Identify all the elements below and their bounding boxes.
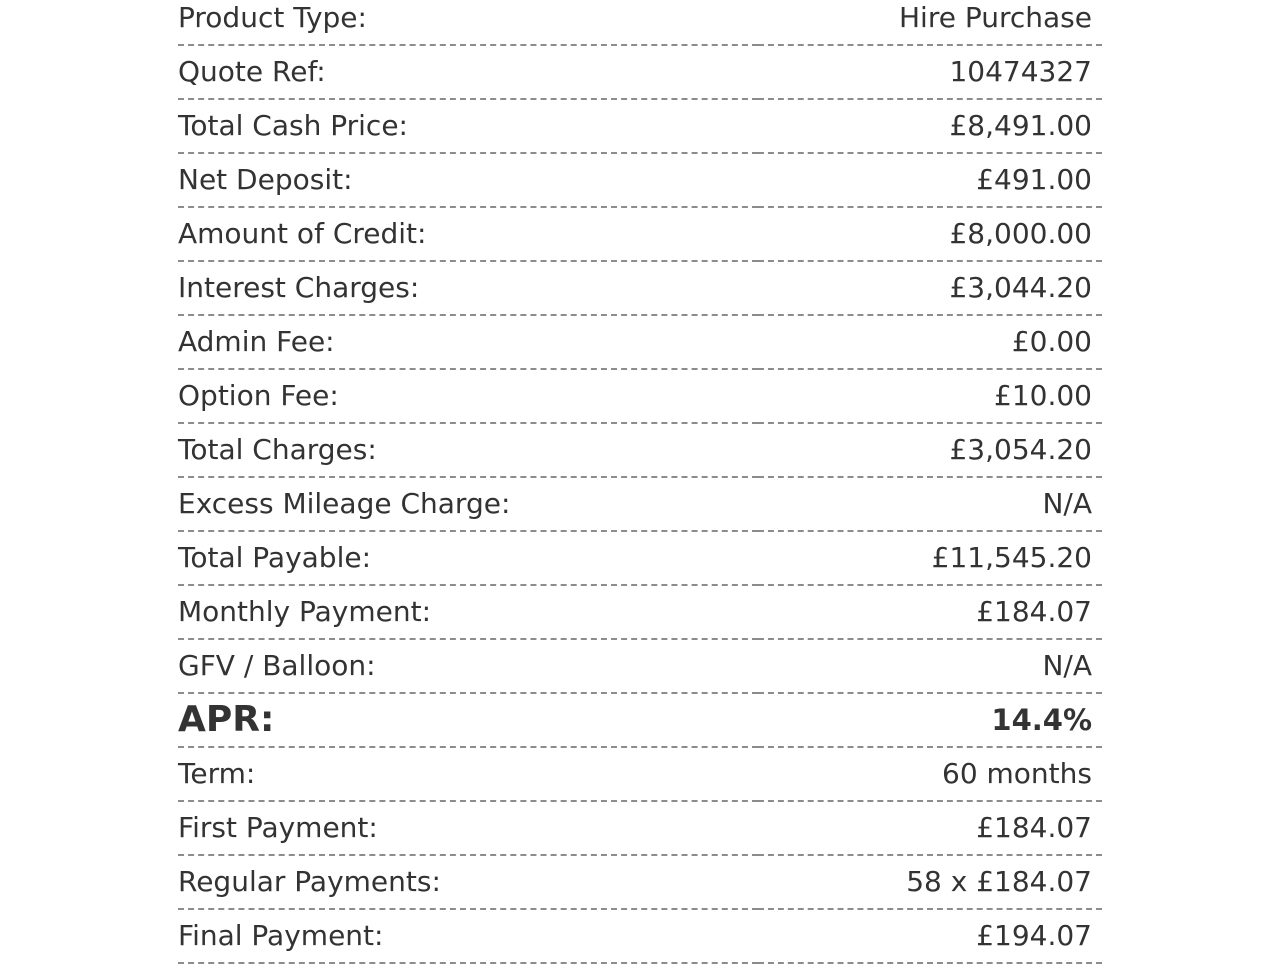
product-type-label: Product Type: [178,0,758,45]
admin-fee-label: Admin Fee: [178,315,758,369]
row-final-payment [178,909,1102,963]
first-payment-value: £184.07 [758,801,1102,855]
monthly-payment-label: Monthly Payment: [178,585,758,639]
excess-mileage-charge-value: N/A [758,477,1102,531]
total-cash-price-value: £8,491.00 [758,99,1102,153]
final-payment-value: £194.07 [758,909,1102,963]
finance-quote-table [178,0,1102,964]
apr-label: APR: [178,693,758,747]
row-total-charges [178,423,1102,477]
row-total-payable [178,531,1102,585]
row-admin-fee [178,315,1102,369]
option-fee-label: Option Fee: [178,369,758,423]
first-payment-label: First Payment: [178,801,758,855]
row-net-deposit [178,153,1102,207]
quote-ref-value: 10474327 [758,45,1102,99]
excess-mileage-charge-label: Excess Mileage Charge: [178,477,758,531]
amount-of-credit-label: Amount of Credit: [178,207,758,261]
gfv-balloon-value: N/A [758,639,1102,693]
option-fee-value: £10.00 [758,369,1102,423]
row-amount-of-credit [178,207,1102,261]
interest-charges-value: £3,044.20 [758,261,1102,315]
row-product-type [178,0,1102,45]
final-payment-label: Final Payment: [178,909,758,963]
product-type-value: Hire Purchase [758,0,1102,45]
interest-charges-label: Interest Charges: [178,261,758,315]
row-interest-charges [178,261,1102,315]
regular-payments-value: 58 x £184.07 [758,855,1102,909]
admin-fee-value: £0.00 [758,315,1102,369]
total-cash-price-label: Total Cash Price: [178,99,758,153]
row-monthly-payment [178,585,1102,639]
row-regular-payments [178,855,1102,909]
row-apr [178,693,1102,747]
term-value: 60 months [758,747,1102,801]
total-payable-value: £11,545.20 [758,531,1102,585]
monthly-payment-value: £184.07 [758,585,1102,639]
total-charges-label: Total Charges: [178,423,758,477]
row-gfv-balloon [178,639,1102,693]
total-charges-value: £3,054.20 [758,423,1102,477]
quote-ref-label: Quote Ref: [178,45,758,99]
total-payable-label: Total Payable: [178,531,758,585]
row-first-payment [178,801,1102,855]
row-quote-ref [178,45,1102,99]
row-total-cash-price [178,99,1102,153]
net-deposit-label: Net Deposit: [178,153,758,207]
amount-of-credit-value: £8,000.00 [758,207,1102,261]
regular-payments-label: Regular Payments: [178,855,758,909]
apr-value: 14.4% [758,693,1102,747]
row-excess-mileage-charge [178,477,1102,531]
row-option-fee [178,369,1102,423]
gfv-balloon-label: GFV / Balloon: [178,639,758,693]
row-term [178,747,1102,801]
term-label: Term: [178,747,758,801]
net-deposit-value: £491.00 [758,153,1102,207]
